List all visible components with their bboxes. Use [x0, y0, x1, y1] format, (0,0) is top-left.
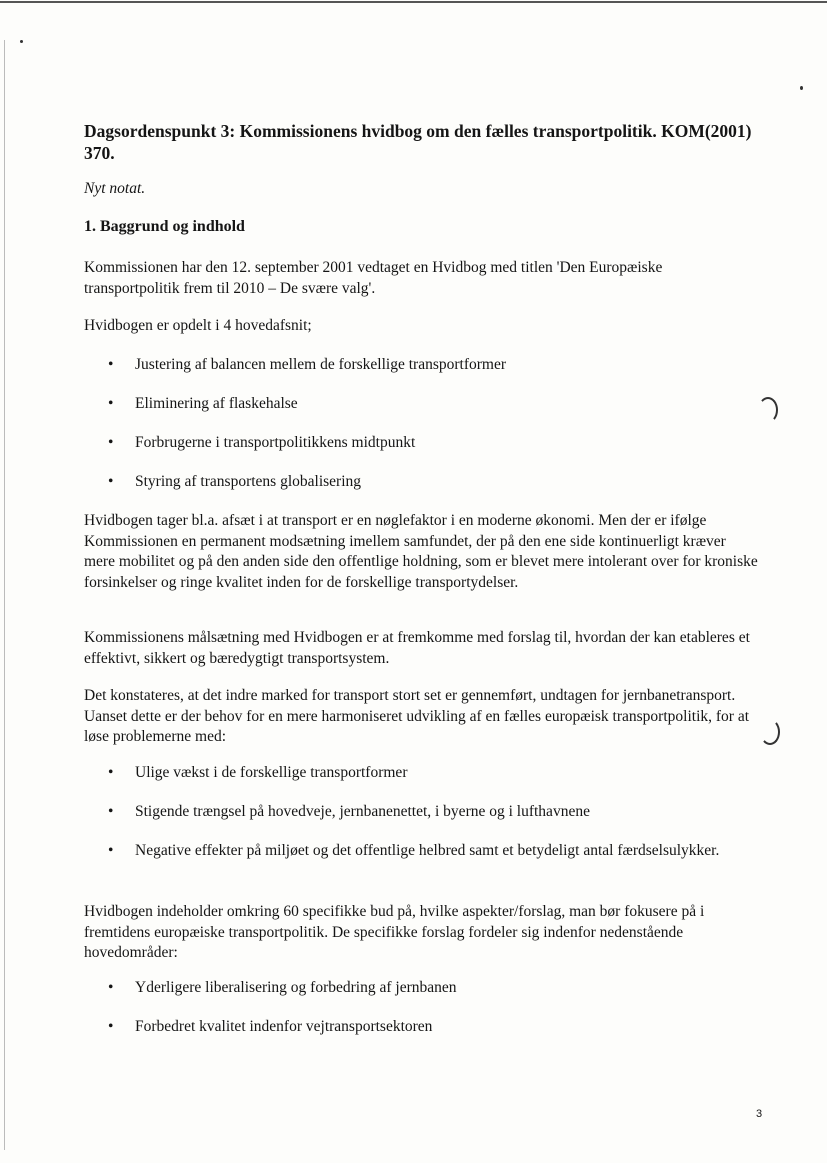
- scan-left-edge: [4, 40, 5, 1150]
- list-item: • Forbedret kvalitet indenfor vejtransportsektoren: [108, 1017, 748, 1038]
- list-item: • Styring af transportens globalisering: [108, 472, 748, 493]
- list-item: • Stigende trængsel på hovedveje, jernbanenettet, i byerne og i lufthavnene: [108, 802, 748, 823]
- scan-speck: [800, 86, 803, 90]
- economy-paragraph: Hvidbogen tager bl.a. afsæt i at transport er en nøglefaktor i en moderne økonomi. Men der er ifølge Kommissionen en permanent modsætning imellem samfundet, der på den ene side kontinuerligt kræver mere mobilitet og på den anden side den offentlige holdning, som er blevet mere intolerant over for kroniske forsinkelser og ringe kvalitet inden for de forskellige transportydelser.: [84, 512, 758, 591]
- goal-paragraph: Kommissionens målsætning med Hvidbogen er at fremkomme med forslag til, hvordan der kan etableres et effektivt, sikkert og bæredygtigt transportsystem.: [84, 629, 750, 667]
- scan-speck: [20, 40, 23, 43]
- punch-hole-mark: [760, 719, 780, 745]
- list-item: • Yderligere liberalisering og forbedring af jernbanen: [108, 978, 748, 999]
- bullet-icon: •: [108, 842, 114, 859]
- list-item: • Negative effekter på miljøet og det offentlige helbred samt et betydeligt antal færdselsulykker.: [108, 841, 748, 862]
- list-item: • Forbrugerne i transportpolitikkens midtpunkt: [108, 433, 748, 454]
- proposals-paragraph: Hvidbogen indeholder omkring 60 specifikke bud på, hvilke aspekter/forslag, man bør fokusere på i fremtidens europæiske transportpolitik. De specifikke forslag fordeler sig indenfor nedenstående hovedområder:: [84, 903, 705, 961]
- section-heading: 1. Baggrund og indhold: [84, 218, 245, 235]
- bullet-icon: •: [108, 979, 114, 996]
- sections-intro-paragraph: Hvidbogen er opdelt i 4 hovedafsnit;: [84, 317, 312, 334]
- document-title: Dagsordenspunkt 3: Kommissionens hvidbog om den fælles transportpolitik. KOM(2001) 370.: [84, 121, 752, 163]
- list-item: • Ulige vækst i de forskellige transportformer: [108, 763, 748, 784]
- market-paragraph: Det konstateres, at det indre marked for transport stort set er gennemført, undtagen for jernbanetransport. Uanset dette er der behov for en mere harmoniseret udvikling af en fælles europæisk transportpolitik, for at løse problemerne med:: [84, 687, 750, 745]
- bullet-icon: •: [108, 473, 114, 490]
- list-item: • Justering af balancen mellem de forskellige transportformer: [108, 355, 748, 376]
- bullet-icon: •: [108, 1018, 114, 1035]
- document-note: Nyt notat.: [84, 180, 146, 197]
- scan-top-edge: [0, 1, 827, 3]
- list-item: • Eliminering af flaskehalse: [108, 394, 748, 415]
- page-number: 3: [756, 1108, 763, 1120]
- bullet-icon: •: [108, 395, 114, 412]
- bullet-icon: •: [108, 803, 114, 820]
- bullet-icon: •: [108, 764, 114, 781]
- punch-hole-mark: [758, 397, 778, 423]
- intro-paragraph: Kommissionen har den 12. september 2001 vedtaget en Hvidbog med titlen 'Den Europæiske transportpolitik frem til 2010 – De svære valg'.: [84, 259, 663, 297]
- bullet-icon: •: [108, 434, 114, 451]
- bullet-icon: •: [108, 356, 114, 373]
